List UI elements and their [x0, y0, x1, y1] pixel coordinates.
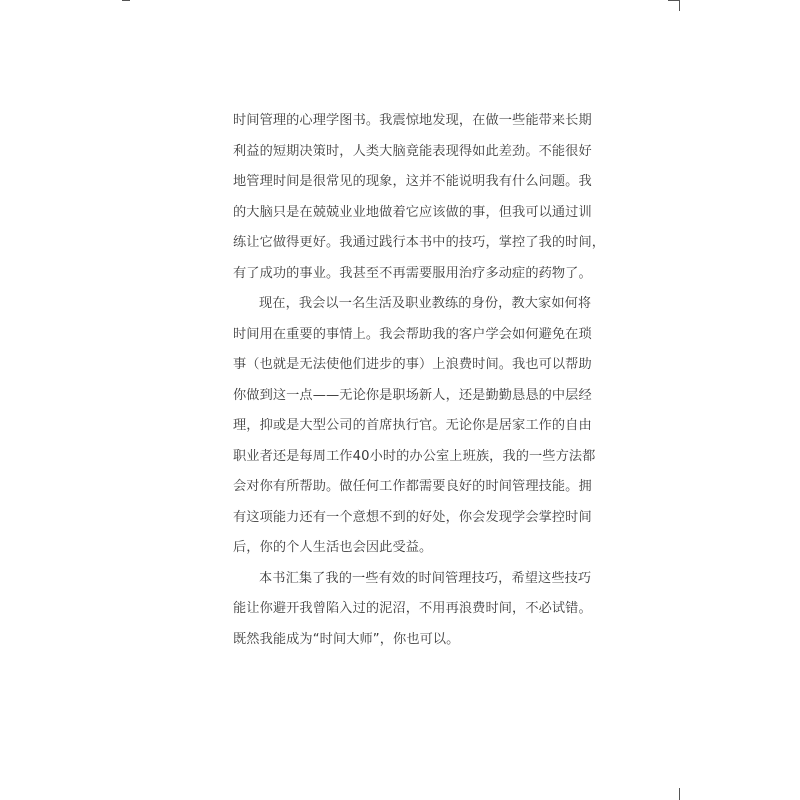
text-line: 职业者还是每周工作40小时的办公室上班族，我的一些方法都 — [233, 448, 596, 464]
text-line: 能让你避开我曾陷入过的泥沼，不用再浪费时间，不必试错。 — [233, 601, 592, 616]
text-line: 事（也就是无法使他们进步的事）上浪费时间。我也可以帮助 — [233, 357, 592, 372]
text-line: 理，抑或是大型公司的首席执行官。无论你是居家工作的自由 — [233, 418, 592, 433]
crop-mark-bottom-right — [679, 788, 680, 800]
body-text — [233, 106, 606, 655]
text-line: 时间用在重要的事情上。我会帮助我的客户学会如何避免在琐 — [233, 326, 592, 342]
text-line: 本书汇集了我的一些有效的时间管理技巧，希望这些技巧 — [259, 570, 592, 586]
text-line: 有这项能力还有一个意想不到的好处，你会发现学会掌控时间 — [233, 509, 592, 525]
text-line: 既然我能成为“时间大师”，你也可以。 — [233, 631, 460, 647]
text-line: 时间管理的心理学图书。我震惊地发现，在做一些能带来长期 — [233, 113, 592, 128]
text-line: 地管理时间是很常见的现象，这并不能说明我有什么问题。我 — [233, 174, 592, 189]
paragraph-2 — [233, 289, 596, 564]
crop-mark-top-left — [122, 0, 130, 1]
paragraph-3 — [233, 564, 592, 656]
text-line: 练让它做得更好。我通过践行本书中的技巧，掌控了我的时间， — [233, 235, 606, 250]
crop-mark-top-right-vertical — [679, 0, 680, 11]
text-line: 利益的短期决策时，人类大脑竟能表现得如此差劲。不能很好 — [233, 143, 592, 159]
text-line: 你做到这一点——无论你是职场新人，还是勤勤恳恳的中层经 — [233, 387, 592, 403]
text-line: 的大脑只是在兢兢业业地做着它应该做的事，但我可以通过训 — [233, 204, 592, 220]
text-line: 有了成功的事业。我甚至不再需要服用治疗多动症的药物了。 — [233, 265, 592, 281]
text-line: 后，你的个人生活也会因此受益。 — [233, 540, 433, 555]
text-line: 会对你有所帮助。做任何工作都需要良好的时间管理技能。拥 — [233, 479, 592, 494]
paragraph-1 — [233, 106, 606, 289]
text-line: 现在，我会以一名生活及职业教练的身份，教大家如何将 — [259, 296, 592, 311]
